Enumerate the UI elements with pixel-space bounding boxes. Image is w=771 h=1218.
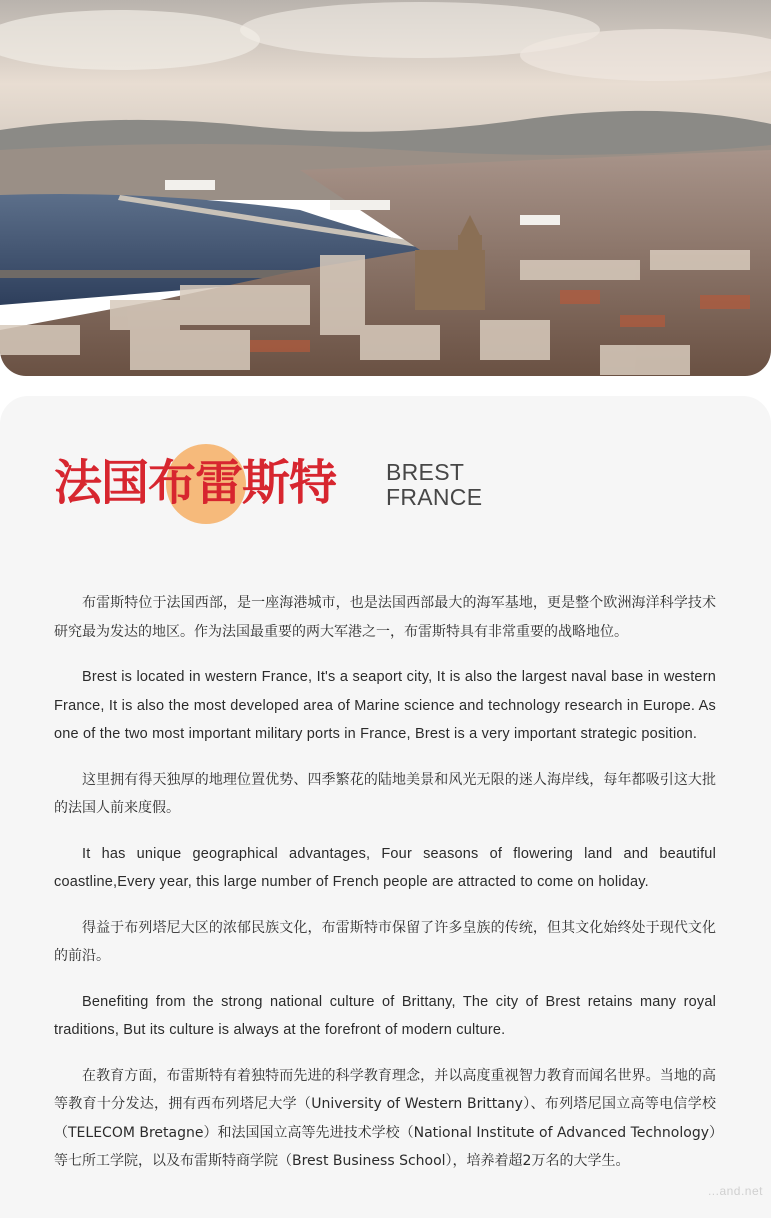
paragraph-en-1: Brest is located in western France, It's a seaport city, It is also the largest naval base in western France, It is also the most developed area of Marine science and technology research in Europe. As one of the two most important military ports in France, Brest is a very important strategic position. — [54, 669, 716, 742]
paragraph-zh-4: 在教育方面，布雷斯特有着独特而先进的科学教育理念，并以高度重视智力教育而闻名世界。当地的高等教育十分发达，拥有西布列塔尼大学（University of Western Brittany）、布列塔尼国立高等电信学校（TELECOM Bretagne）和法国国立高等先进技术学校（National Institute of Advanced Technology）等七所工学院，以及布雷斯特商学院（Brest Business School），培养着超2万名的大学生。 — [54, 1067, 716, 1169]
hero-image — [0, 0, 771, 376]
paragraph-en-3: Benefiting from the strong national culture of Brittany, The city of Brest retains many royal traditions, But its culture is always at the forefront of modern culture. — [54, 993, 716, 1038]
title-english-line2: FRANCE — [386, 484, 483, 510]
paragraph-zh-1: 布雷斯特位于法国西部，是一座海港城市，也是法国西部最大的海军基地，更是整个欧洲海洋科学技术研究最为发达的地区。作为法国最重要的两大军港之一，布雷斯特具有非常重要的战略地位。 — [54, 595, 716, 640]
article-body — [54, 589, 716, 1176]
watermark: ...and.net — [707, 1184, 763, 1198]
title-english-line1: BREST — [386, 459, 465, 485]
paragraph-zh-2: 这里拥有得天独厚的地理位置优势、四季繁花的陆地美景和风光无限的迷人海岸线，每年都吸引这大批的法国人前来度假。 — [54, 771, 716, 816]
title-english — [386, 460, 482, 510]
title-block — [54, 448, 494, 528]
title-chinese: 法国布雷斯特 — [54, 455, 337, 511]
city-panorama-illustration — [0, 0, 771, 376]
paragraph-en-2: It has unique geographical advantages, Four seasons of flowering land and beautiful coastline,Every year, this large number of French people are attracted to come on holiday. — [54, 845, 716, 890]
paragraph-zh-3: 得益于布列塔尼大区的浓郁民族文化，布雷斯特市保留了许多皇族的传统，但其文化始终处于现代文化的前沿。 — [54, 919, 716, 964]
